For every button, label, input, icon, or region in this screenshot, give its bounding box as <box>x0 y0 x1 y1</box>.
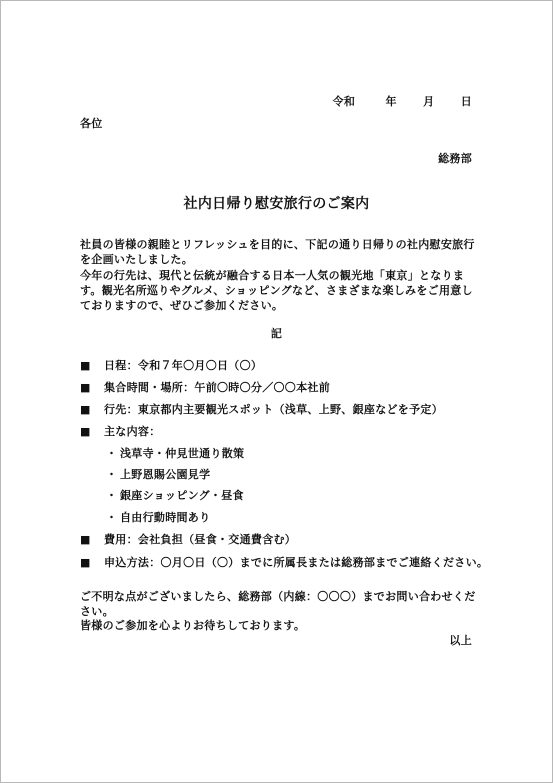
list-item-contents: ■ 主な内容： <box>80 425 161 438</box>
bullet-square-icon: ■ <box>80 359 91 372</box>
list-item-meeting: ■ 集合時間・場所：午前〇時〇分／〇〇本社前 <box>80 381 330 394</box>
date-year: 年 <box>385 95 397 108</box>
bullet-square-icon: ■ <box>80 556 91 569</box>
dot-bullet-icon: ・ <box>106 489 118 502</box>
document-date <box>333 95 472 109</box>
list-item-cost: ■ 費用：会社負担（昼食・交通費含む） <box>80 533 297 546</box>
date-era: 令和 <box>332 95 356 108</box>
dot-bullet-icon: ・ <box>106 468 118 481</box>
dot-bullet-icon: ・ <box>106 447 118 460</box>
sub-item-asakusa: ・ 浅草寺・仲見世通り散策 <box>106 447 245 460</box>
sub-item-ueno: ・ 上野恩賜公園見学 <box>106 468 211 481</box>
list-item-destination: ■ 行先：東京都内主要観光スポット（浅草、上野、銀座などを予定） <box>80 403 443 416</box>
bullet-square-icon: ■ <box>80 533 91 546</box>
date-day: 日 <box>460 95 472 108</box>
sender: 総務部 <box>438 152 472 165</box>
date-month: 月 <box>423 95 435 108</box>
ijo-end-mark: 以上 <box>449 634 472 647</box>
bullet-square-icon: ■ <box>80 403 91 416</box>
closing-paragraph: 皆様のご参加を心よりお待ちしております。 <box>80 619 306 632</box>
intro-paragraph: 社員の皆様の親睦とリフレッシュを目的に、下記の通り日帰りの社内慰安旅行を企画いたしました。 <box>80 238 475 266</box>
inquiry-paragraph: ご不明な点がございましたら、総務部（内線：〇〇〇）までお問い合わせください。 <box>80 590 476 618</box>
document-title: 社内日帰り慰安旅行のご案内 <box>183 196 370 212</box>
bullet-square-icon: ■ <box>80 425 91 438</box>
sub-item-ginza: ・ 銀座ショッピング・昼食 <box>106 489 244 502</box>
dot-bullet-icon: ・ <box>106 511 118 524</box>
ki-heading: 記 <box>270 327 283 340</box>
list-item-schedule: ■ 日程：令和７年〇月〇日（〇） <box>80 359 263 372</box>
sub-item-free-time: ・ 自由行動時間あり <box>106 511 211 524</box>
bullet-square-icon: ■ <box>80 381 91 394</box>
list-item-application: ■ 申込方法：〇月〇日（〇）までに所属長または総務部までご連絡ください。 <box>80 556 489 569</box>
destination-paragraph: 今年の行先は、現代と伝統が融合する日本一人気の観光地「東京」となります。観光名所巡りやグルメ、ショッピングなど、さまざまな楽しみをご用意しておりますので、ぜひご参加ください。 <box>80 269 473 312</box>
addressee: 各位 <box>80 117 103 130</box>
